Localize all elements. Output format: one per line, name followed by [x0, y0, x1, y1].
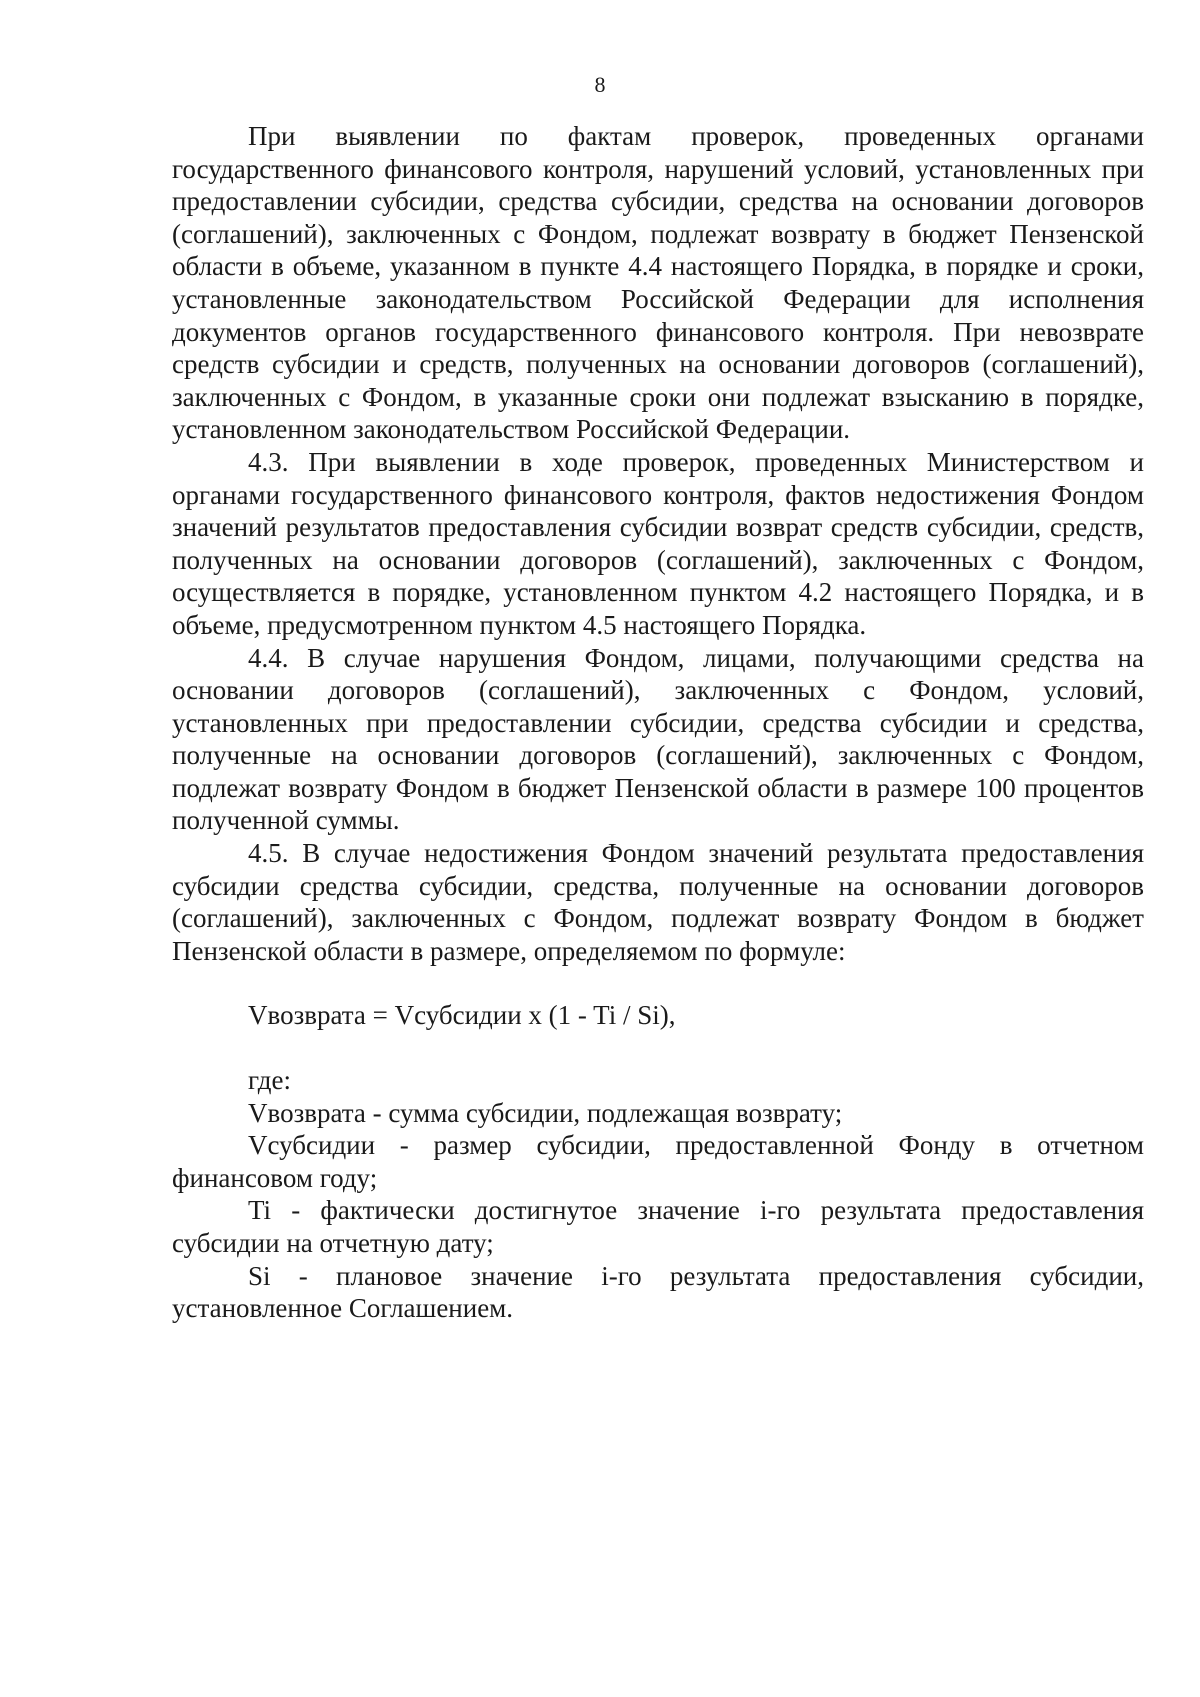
definition-si: Si - плановое значение i-го результата предоставления субсидии, установленное Соглашением. [172, 1260, 1144, 1324]
spacer [172, 1032, 1144, 1064]
definition-v-subsidii: Vсубсидии - размер субсидии, предоставленной Фонду в отчетном финансовом году; [172, 1130, 1144, 1193]
paragraph-4-5: 4.5. В случае недостижения Фондом значений результата предоставления субсидии средства субсидии, средства, полученные на основании договоров (соглашений), заключенных с Фондом, подлежат возврату Фондом в бюджет Пензенской области в размере, определяемом по формуле: [172, 838, 1144, 966]
paragraph-4-3: 4.3. При выявлении в ходе проверок, проведенных Министерством и органами государственного финансового контроля, фактов недостижения Фондом значений результатов предоставления субсидии возврат средств субсидии, средств, полученных на основании договоров (соглашений), заключенных с Фондом, осуществляется в порядке, установленном пунктом 4.2 настоящего Порядка, и в объеме, предусмотренном пунктом 4.5 настоящего Порядка. [172, 446, 1144, 640]
definition-ti: Ti - фактически достигнутое значение i-го результата предоставления субсидии на отчетную дату; [172, 1195, 1144, 1258]
definition-v-vozvrata: Vвозврата - сумма субсидии, подлежащая возврату; [248, 1097, 843, 1128]
where-label: где: [248, 1065, 291, 1096]
document-body [172, 120, 1144, 1325]
paragraph-4-4: 4.4. В случае нарушения Фондом, лицами, получающими средства на основании договоров (соглашений), заключенных с Фондом, условий, установленных при предоставлении субсидии, средства субсидии и средства, полученные на основании договоров (соглашений), заключенных с Фондом, подлежат возврату Фондом в бюджет Пензенской области в размере 100 процентов полученной суммы. [172, 642, 1144, 836]
spacer [172, 967, 1144, 999]
refund-formula: Vвозврата = Vсубсидии x (1 - Ti / Si), [248, 1000, 676, 1031]
paragraph-refund-on-violation: При выявлении по фактам проверок, проведенных органами государственного финансового контроля, нарушений условий, установленных при предоставлении субсидии, средства субсидии, средства на основании договоров (соглашений), заключенных с Фондом, подлежат возврату в бюджет Пензенской области в объеме, указанном в пункте 4.4 настоящего Порядка, в порядке и сроки, установленные законодательством Российской Федерации для исполнения документов органов государственного финансового контроля. При невозврате средств субсидии и средств, полученных на основании договоров (соглашений), заключенных с Фондом, в указанные сроки они подлежат взысканию в порядке, установленном законодательством Российской Федерации. [172, 121, 1144, 445]
page-number: 8 [594, 72, 606, 97]
